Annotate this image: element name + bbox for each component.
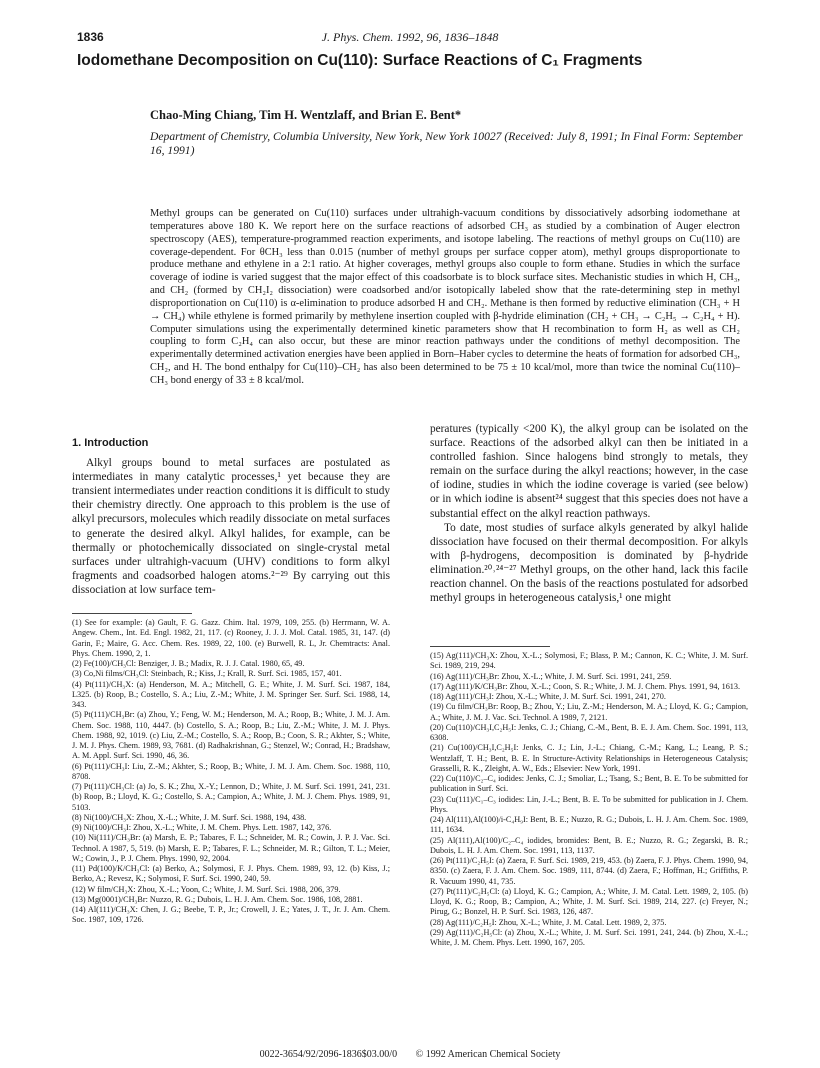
footnote-entry: (3) Co,Ni films/CH₃Cl: Steinbach, R.; Kiss, J.; Krall, R. Surf. Sci. 1985, 157, 401. <box>72 669 342 679</box>
section-heading: 1. Introduction <box>72 437 149 449</box>
page-number: 1836 <box>77 30 104 44</box>
footnote-entry: (20) Cu(110)/CH₃I,C₂H₅I: Jenks, C. J.; Chiang, C.-M., Bent, B. E. J. Am. Chem. Soc. 1991, 113, 6308. <box>430 722 748 742</box>
footnote-entry: (16) Ag(111)/CH₃Br: Zhou, X.-L.; White, J. M. Surf. Sci. 1991, 241, 259. <box>430 671 672 681</box>
footnote-entry: (5) Pt(111)/CH₃Br: (a) Zhou, Y.; Feng, W. M.; Henderson, M. A.; Roop, B.; White, J. M. J. Am. Chem. Soc. 1988, 110, 4447. (b) Costello, S. A.; Roop, B.; Liu, Z.-M.; White, J. M. J. Phys. Chem. 1988, 92, 1019. (c) Liu, Z.-M.; Costello, S. A.; Roop, B.; Coon, S. R.; Akhter, S.; White, J. M. J. Phys. Chem. 1989, 93, 7681. (d) Radhakrishnan, G.; Stenzel, W.; Conrad, H.; Bradshaw, A. M. Appl. Surf. Sci. 1990, 46, 36. <box>72 710 390 761</box>
body-column-right <box>430 422 748 605</box>
issn-code: 0022-3654/92/2096-1836$03.00/0 <box>259 1049 398 1060</box>
footnote-entry: (11) Pd(100)/K/CH₃Cl: (a) Berko, A.; Solymosi, F. J. Phys. Chem. 1989, 93, 12. (b) Kiss, J.; Berko, A.; Revesz, K.; Solymosi, F. Surf. Sci. 1990, 240, 59. <box>72 864 390 884</box>
footnote-entry: (26) Pt(111)/C₂H₅I: (a) Zaera, F. Surf. Sci. 1989, 219, 453. (b) Zaera, F. J. Phys. Chem. 1990, 94, 8350. (c) Zaera, F. J. Am. Chem. Soc. 1989, 111, 8744. (d) Zaera, F.; Hoffman, H.; Griffiths, P. R. Vacuum 1990, 41, 735. <box>430 856 748 886</box>
author-list: Chao-Ming Chiang, Tim H. Wentzlaff, and Brian E. Bent* <box>150 108 462 122</box>
footnote-entry: (4) Pt(111)/CH₃X: (a) Henderson, M. A.; Mitchell, G. E.; White, J. M. Surf. Sci. 1987, 184, L325. (b) Roop, B.; Costello, S. A.; Liu, Z.-M.; White, J. M. Springer Ser. Surf. Sci. 1988, 14, 343. <box>72 679 390 709</box>
footnote-entry: (29) Ag(111)/C₂H₅Cl: (a) Zhou, X.-L.; White, J. M. Surf. Sci. 1991, 241, 244. (b) Zhou, X.-L.; White, J. M. Chem. Phys. Lett. 1990, 167, 205. <box>430 927 748 947</box>
footnote-rule-left <box>72 613 192 614</box>
footnote-entry: (28) Ag(111)/C₂H₅I: Zhou, X.-L.; White, J. M. Catal. Lett. 1989, 2, 375. <box>430 917 667 927</box>
footnote-entry: (9) Ni(100)/CH₃I: Zhou, X.-L.; White, J. M. Chem. Phys. Lett. 1987, 142, 376. <box>72 823 332 832</box>
footnote-entry: (15) Ag(111)/CH₃X: Zhou, X.-L.; Solymosi, F.; Blass, P. M.; Cannon, K. C.; White, J. M. Surf. Sci. 1989, 219, 294. <box>430 651 748 671</box>
page-footer <box>0 1049 820 1060</box>
footnote-entry: (18) Ag(111)/CH₃I: Zhou, X.-L.; White, J. M. Surf. Sci. 1991, 241, 270. <box>430 692 666 701</box>
intro-paragraph: To date, most studies of surface alkyls generated by alkyl halide dissociation have focused on their thermal decomposition. For alkyls with β-hydrogens, decomposition is dominated by β-hydride elimination.²⁰˒²⁴⁻²⁷ Methyl groups, on the other hand, lack this facile reaction channel. On the basis of the reactions postulated for adsorbed methyl groups in heterogeneous catalysis,¹ one might <box>430 521 748 605</box>
intro-paragraph-continued: peratures (typically <200 K), the alkyl group can be isolated on the surface. Reactions of the adsorbed alkyl can then be initiated in a controlled fashion. Since halogens bind strongly to metals, they remain on the surface during the alkyl reactions; however, in the case of iodine, studies in which the iodine coverage is varied (see below) or in which iodine is absent²⁴ suggest that this species does not have a substantial effect on the alkyl reaction pathways. <box>430 423 748 520</box>
footnote-entry: (21) Cu(100)/CH₃I,C₂H₅I: Jenks, C. J.; Lin, J.-L.; Chiang, C.-M.; Kang, L.; Leang, P. S.; Wentzlaff, T. H.; Bent, B. E. In Structure-Activity Relationships in Heterogeneous Catalysis; Grasselli, R. K., Zleight, A. W., Eds.; Elsevier: New York, 1991. <box>430 743 748 773</box>
footnote-entry: (25) Al(111),Al(100)/C₂–C₄ iodides, bromides: Bent, B. E.; Nuzzo, R. G.; Zegarski, B. R.; Dubois, L. H. J. Am. Chem. Soc. 1991, 113, 1137. <box>430 835 748 855</box>
intro-paragraph: Alkyl groups bound to metal surfaces are postulated as intermediates in many catalytic processes,¹ yet because they are transient intermediates under reaction conditions it is difficult to study their chemistry directly. One approach to this problem is the use of alkyl precursors, molecules which readily dissociate on metal surfaces to generate the desired alkyl. Alkyl halides, for example, can be thermally or photochemically dissociated on single-crystal metal surfaces under ultrahigh-vacuum (UHV) conditions to form alkyl fragments and coadsorbed halogen atoms.²⁻²⁹ By carrying out this dissociation at low surface tem- <box>72 457 390 596</box>
footnote-entry: (12) W film/CH₃X: Zhou, X.-L.; Yoon, C.; White, J. M. Surf. Sci. 1988, 206, 379. <box>72 884 341 894</box>
footnote-entry: (13) Mg(0001)/CH₃Br: Nuzzo, R. G.; Dubois, L. H. J. Am. Chem. Soc. 1986, 108, 2881. <box>72 894 363 904</box>
body-column-left <box>72 430 390 597</box>
article-title: Iodomethane Decomposition on Cu(110): Surface Reactions of C₁ Fragments <box>77 52 643 69</box>
footnote-entry: (7) Pt(111)/CH₃Cl: (a) Jo, S. K.; Zhu, X.-Y.; Lennon, D.; White, J. M. Surf. Sci. 1991, 241, 231. (b) Roop, B.; Lloyd, K. G.; Costello, S. A.; Campion, A.; White, J. M. J. Chem. Phys. 1989, 91, 5103. <box>72 782 390 812</box>
footnote-entry: (23) Cu(111)/C₁–C₃ iodides: Lin, J.-L.; Bent, B. E. To be submitted for publication in J. Chem. Phys. <box>430 794 748 814</box>
footnote-entry: (19) Cu film/CH₃Br: Roop, B.; Zhou, Y.; Liu, Z.-M.; Henderson, M. A.; Lloyd, K. G.; Campion, A.; White, J. M. J. Vac. Sci. Technol. A 1989, 7, 2121. <box>430 702 748 722</box>
footnote-entry: (24) Al(111),Al(100)/i-C₄H₉I: Bent, B. E.; Nuzzo, R. G.; Dubois, L. H. J. Am. Chem. Soc. 1989, 111, 1634. <box>430 815 748 835</box>
running-header <box>77 30 743 46</box>
abstract: Methyl groups can be generated on Cu(110) surfaces under ultrahigh-vacuum conditions by dissociatively adsorbing iodomethane at temperatures above 180 K. We report here on the surface reactions of adsorbed CH₃ as studied by a combination of Auger electron spectroscopy (AES), temperature-programmed reaction experiments, and isotope labeling. The reactions of methyl groups on Cu(110) are coverage-dependent. For θCH₃ less than 0.015 (number of methyl groups per surface copper atom), methyl groups disproportionate to produce methane and ethylene in a 2:1 ratio. At higher coverages, methyl groups also couple to form ethane. Studies in which the surface coverage of iodine is varied suggest that the major effect of this coadsorbate is to block surface sites. Mechanistic studies in which H, CH₃, and CH₂ (formed by CH₂I₂ dissociation) were coadsorbed and/or isotopically labeled show that the rate-determining step in methyl disproportionation on Cu(110) is α-elimination to produce adsorbed H and CH₂. Methane is then formed by reductive elimination (CH₃ + H → CH₄) while ethylene is formed primarily by methylene insertion coupled with β-hydride elimination (CH₂ + CH₃ → C₂H₅ → C₂H₄ + H). Computer simulations using the experimentally determined kinetic parameters show that H recombination to form H₂ as well as CH₂ coupling to form C₂H₄ can also occur, but these are minor reaction pathways under the conditions of methyl decomposition. The experimentally determined activation energies have been applied in Born–Haber cycles to determine the heats of formation for adsorbed CH₃, CH₂, and H. The bond enthalpy for Cu(110)–CH₂ has also been determined to be 75 ± 10 kcal/mol, more than twice the nominal Cu(110)–CH₃ bond energy of 33 ± 8 kcal/mol. <box>150 208 741 386</box>
footnote-entry: (17) Ag(111)/K/CH₃Br: Zhou, X.-L.; Coon, S. R.; White, J. M. J. Chem. Phys. 1991, 94, 1613. <box>430 681 741 691</box>
footnotes-left <box>72 618 390 926</box>
footnote-entry: (2) Fe(100)/CH₃Cl: Benziger, J. B.; Madix, R. J. J. Catal. 1980, 65, 49. <box>72 659 305 668</box>
footnote-entry: (1) See for example: (a) Gault, F. G. Gazz. Chim. Ital. 1979, 109, 255. (b) Herrmann, W. A. Angew. Chem., Int. Ed. Engl. 1982, 21, 117. (c) Rooney, J. J. J. Mol. Catal. 1985, 31, 147. (d) Garin, F.; Maire, G. Acc. Chem. Res. 1989, 22, 100. (e) Burwell, R. L, Jr. Chemtracts: Anal. Phys. Chem. 1990, 2, 1. <box>72 618 390 658</box>
affiliation: Department of Chemistry, Columbia University, New York, New York 10027 (Received: July 8, 1991; In Final Form: September 16, 1991) <box>150 130 743 157</box>
footnote-entry: (27) Pt(111)/C₂H₅Cl: (a) Lloyd, K. G.; Campion, A.; White, J. M. Catal. Lett. 1989, 2, 105. (b) Lloyd, K. G.; Roop, B.; Campion, A.; White, J. M. Surf. Sci. 1989, 214, 227. (c) Freyer, N.; Pirug, G.; Bonzel, H. P. Surf. Sci. 1983, 126, 487. <box>430 886 748 917</box>
journal-citation: J. Phys. Chem. 1992, 96, 1836–1848 <box>321 30 499 44</box>
copyright-notice: © 1992 American Chemical Society <box>415 1049 561 1060</box>
footnote-entry: (10) Ni(111)/CH₃Br: (a) Marsh, E. P.; Tabares, F. L.; Schneider, M. R.; Cowin, J. P. J. Vac. Sci. Technol. A 1987, 5, 519. (b) Marsh, E. P.; Tabares, F. L.; Schneider, M. R.; Gilton, T. L.; Meier, W.; Cowin, J., P. J. Chem. Phys. 1990, 92, 2004. <box>72 833 390 863</box>
footnote-entry: (6) Pt(111)/CH₃I: Liu, Z.-M.; Akhter, S.; Roop, B.; White, J. M. J. Am. Chem. Soc. 1988, 110, 8708. <box>72 761 390 781</box>
footnote-entry: (22) Cu(110)/C₂–C₄ iodides: Jenks, C. J.; Smoliar, L.; Tsang, S.; Bent, B. E. To be submitted for publication in Surf. Sci. <box>430 774 748 794</box>
footnote-rule-right <box>430 646 550 647</box>
footnote-entry: (8) Ni(100)/CH₃X: Zhou, X.-L.; White, J. M. Surf. Sci. 1988, 194, 438. <box>72 812 307 822</box>
footnote-entry: (14) Al(111)/CH₃X: Chen, J. G.; Beebe, T. P., Jr.; Crowell, J. E.; Yates, J. T., Jr. J. Am. Chem. Soc. 1987, 109, 1726. <box>72 905 390 925</box>
footnotes-right <box>430 651 748 948</box>
